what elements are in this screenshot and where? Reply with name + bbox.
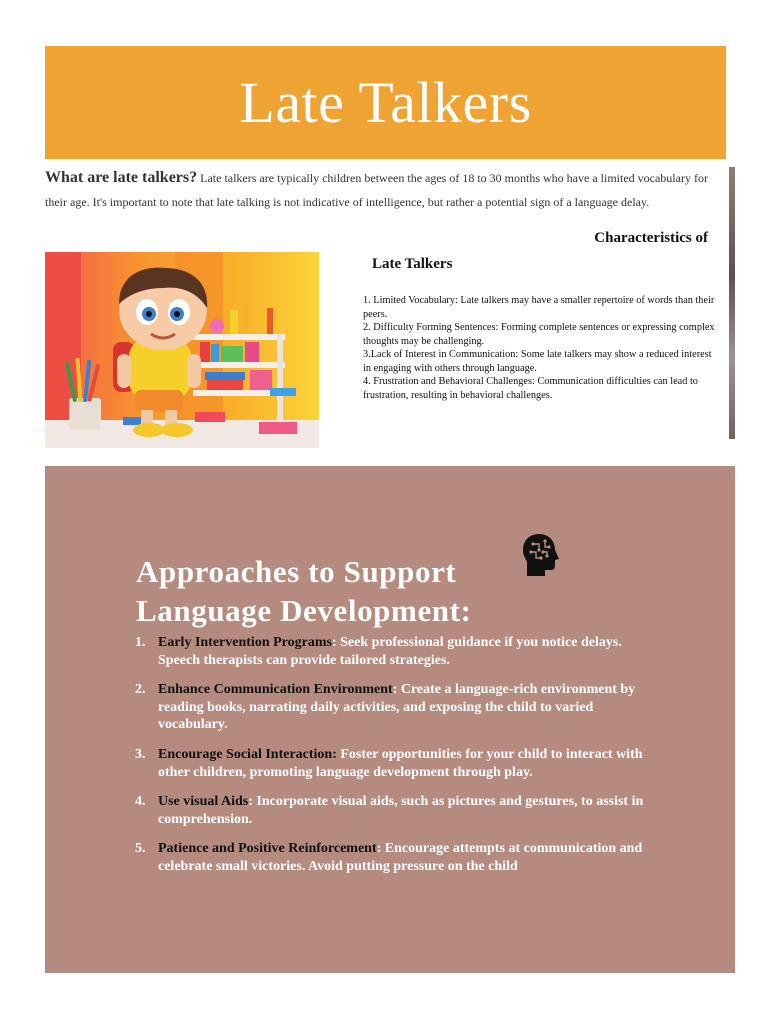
intro-lead: What are late talkers? [45,169,198,186]
step-description: : Encourage attempts at communication and celebrate small victories. Avoid putting pressure on the child [158,841,643,874]
child-illustration [45,252,319,448]
support-steps-list [135,634,660,888]
list-item [135,793,660,828]
characteristics-title-line1: Characteristics of [594,230,708,246]
step-number: 2. [135,682,146,698]
title-banner [45,46,726,159]
list-item: 2. Difficulty Forming Sentences: Forming complete sentences or expressing complex thoughts may be challenging. [363,322,715,347]
step-description: : Incorporate visual aids, such as pictures and gestures, to assist in comprehension. [158,794,644,827]
step-term: Patience and Positive Reinforcement [158,841,377,857]
step-term: Encourage Social Interaction: [158,746,337,762]
characteristics-list [363,294,715,402]
intro-text: Late talkers are typically children between the ages of 18 to 30 months who have a limited vocabulary for their age. It's important to note that late talking is not indicative of intelligence, but rather a potential sign of a language delay. [45,171,708,209]
step-term: Early Intervention Programs [158,635,332,650]
step-number: 4. [135,794,146,810]
step-number: 3. [135,746,146,762]
support-title-line2: Language Development: [136,593,472,628]
list-item [135,681,660,734]
list-item [135,634,660,669]
intro-paragraph [45,166,725,214]
list-item [135,840,660,875]
list-item: 4. Frustration and Behavioral Challenges: Communication difficulties can lead to frustration, resulting in behavioral challenges. [363,376,698,401]
list-item: 3.Lack of Interest in Communication: Some late talkers may show a reduced interest in engaging with others through language. [363,349,712,374]
step-term: Use visual Aids [158,794,249,810]
step-description: : Create a language-rich environment by reading books, narrating daily activities, and exposing the child to varied vocabulary. [158,682,636,733]
step-description: : Seek professional guidance if you notice delays. Speech therapists can provide tailored strategies. [158,635,622,668]
side-image-strip [729,167,735,439]
head-brain-icon [521,532,561,578]
step-description: Foster opportunities for your child to interact with other children, promoting language development through play. [158,746,643,780]
support-title [136,552,556,630]
list-item [135,746,660,781]
step-number: 1. [135,635,146,650]
characteristics-title-line2: Late Talkers [372,256,453,272]
list-item: 1. Limited Vocabulary: Late talkers may have a smaller repertoire of words than their peers. [363,295,715,320]
support-section [45,466,735,973]
step-number: 5. [135,841,146,857]
step-term: Enhance Communication Environment [158,682,393,698]
support-title-line1: Approaches to Support [136,554,457,589]
page-title: Late Talkers [239,69,532,135]
